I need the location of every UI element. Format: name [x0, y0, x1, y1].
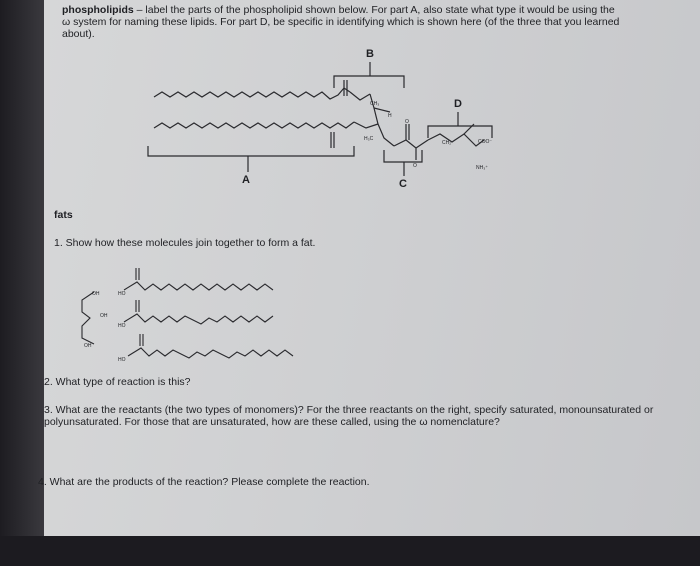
- acid-ho-2: HO: [118, 323, 126, 329]
- question-3: 3. What are the reactants (the two types of monomers)? For the three reactants on the right, specify saturated, monounsaturated or polyunsaturated. For those that are unsaturated, how are these called, using the ω nomenclature?: [44, 404, 654, 428]
- label-a: A: [242, 174, 250, 186]
- phospholipid-structure: [44, 0, 700, 536]
- fatty-acid-3: [128, 348, 293, 358]
- glycerol-oh-2: OH: [100, 313, 108, 319]
- label-c: C: [399, 178, 407, 190]
- chem-nh3: NH₃⁺: [476, 165, 488, 171]
- background-shadow-left: [0, 0, 44, 536]
- fatty-acid-2: [124, 314, 273, 324]
- chem-h3c: H₃C: [364, 136, 374, 142]
- question-4: 4. What are the products of the reaction? Please complete the reaction.: [38, 476, 370, 488]
- label-d: D: [454, 98, 462, 110]
- chem-ch3: CH₃: [370, 101, 380, 107]
- fatty-acid-chain-2: [154, 122, 354, 128]
- question-2: 2. What type of reaction is this?: [44, 376, 191, 388]
- chem-coo: COO⁻: [478, 139, 493, 145]
- background-shadow-bottom: [0, 536, 700, 566]
- chem-o-1: O: [405, 119, 409, 125]
- acid-ho-1: HO: [118, 291, 126, 297]
- fatty-acid-1: [124, 282, 273, 290]
- intro-title: phospholipids: [62, 4, 134, 16]
- chem-o-2: O: [413, 163, 417, 169]
- worksheet-page: [38, 0, 700, 536]
- phosphate-group: [394, 140, 428, 148]
- acid-ho-3: HO: [118, 357, 126, 363]
- question-1: 1. Show how these molecules join together to form a fat.: [54, 237, 316, 249]
- intro-text: – label the parts of the phospholipid shown below. For part A, also state what type it would be using the ω system for naming these lipids. For part D, be specific in identifying which is shown here (of the three that you learned about).: [62, 4, 620, 40]
- head-group: [428, 134, 484, 146]
- chem-h: H: [388, 113, 392, 119]
- label-b: B: [366, 48, 374, 60]
- glycerol-oh-1: OH: [92, 291, 100, 297]
- glycerol-oh-3: OH: [84, 343, 92, 349]
- bracket-a: [148, 146, 354, 156]
- fatty-acid-chain-1: [154, 88, 350, 99]
- fats-heading: fats: [54, 209, 73, 221]
- chem-ch2: CH₂: [442, 140, 452, 146]
